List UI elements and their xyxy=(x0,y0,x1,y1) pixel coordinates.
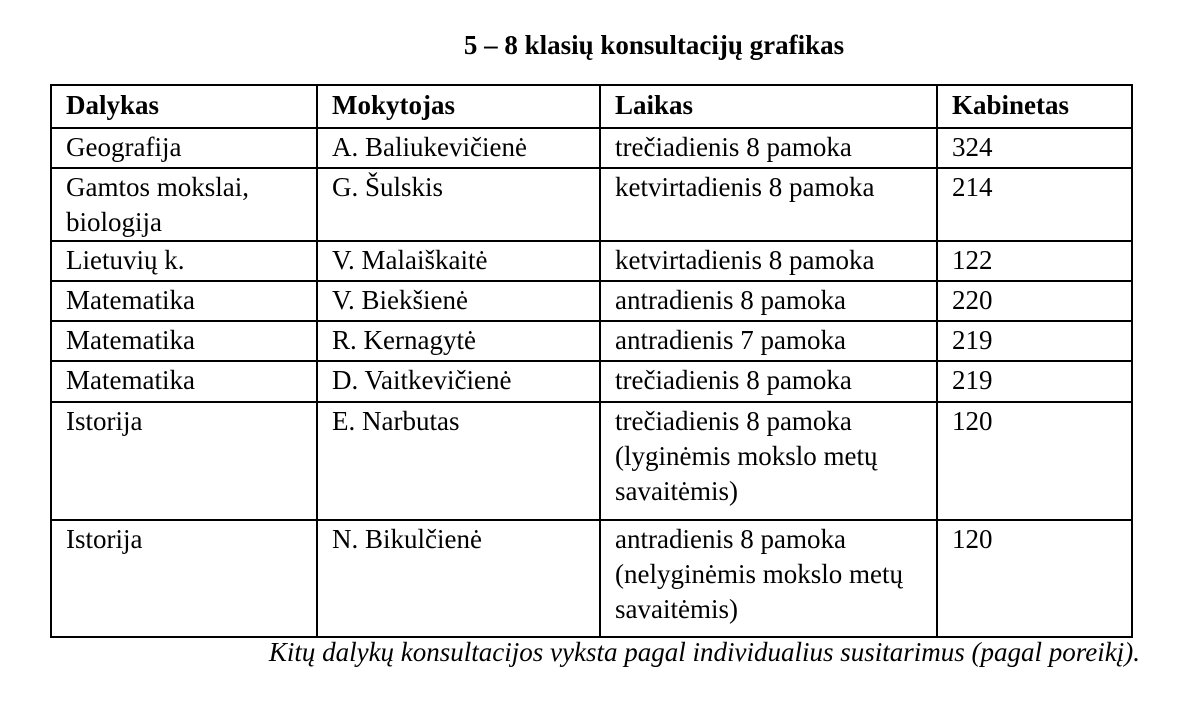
table-row xyxy=(51,168,1132,241)
column-header-time: Laikas xyxy=(600,85,937,128)
cell-teacher: V. Biekšienė xyxy=(317,281,600,321)
cell-room: 220 xyxy=(937,281,1132,321)
cell-time: trečiadienis 8 pamoka (lyginėmis mokslo metų savaitėmis) xyxy=(600,402,937,520)
cell-subject: Matematika xyxy=(51,281,317,321)
cell-subject: Istorija xyxy=(51,520,317,637)
cell-teacher: N. Bikulčienė xyxy=(317,520,600,637)
cell-teacher: E. Narbutas xyxy=(317,402,600,520)
table-row xyxy=(51,241,1132,281)
cell-time: antradienis 7 pamoka xyxy=(600,321,937,361)
footnote: Kitų dalykų konsultacijos vyksta pagal individualius susitarimus (pagal poreikį). xyxy=(268,637,1140,667)
cell-room: 120 xyxy=(937,520,1132,637)
column-header-room: Kabinetas xyxy=(937,85,1132,128)
cell-teacher: R. Kernagytė xyxy=(317,321,600,361)
cell-teacher: A. Baliukevičienė xyxy=(317,128,600,168)
cell-room: 219 xyxy=(937,361,1132,402)
table-row xyxy=(51,321,1132,361)
cell-room: 324 xyxy=(937,128,1132,168)
cell-subject: Geografija xyxy=(51,128,317,168)
table-row xyxy=(51,128,1132,168)
table-row xyxy=(51,281,1132,321)
table-row xyxy=(51,402,1132,520)
cell-room: 219 xyxy=(937,321,1132,361)
cell-teacher: V. Malaiškaitė xyxy=(317,241,600,281)
consultation-schedule-table xyxy=(50,84,1133,638)
cell-subject: Matematika xyxy=(51,321,317,361)
table-row xyxy=(51,361,1132,402)
cell-room: 214 xyxy=(937,168,1132,241)
column-header-teacher: Mokytojas xyxy=(317,85,600,128)
cell-time: antradienis 8 pamoka (nelyginėmis mokslo metų savaitėmis) xyxy=(600,520,937,637)
cell-teacher: G. Šulskis xyxy=(317,168,600,241)
cell-subject: Matematika xyxy=(51,361,317,402)
cell-time: ketvirtadienis 8 pamoka xyxy=(600,241,937,281)
cell-room: 120 xyxy=(937,402,1132,520)
page-title: 5 – 8 klasių konsultacijų grafikas xyxy=(463,30,845,60)
column-header-subject: Dalykas xyxy=(51,85,317,128)
cell-time: trečiadienis 8 pamoka xyxy=(600,128,937,168)
cell-time: trečiadienis 8 pamoka xyxy=(600,361,937,402)
cell-time: ketvirtadienis 8 pamoka xyxy=(600,168,937,241)
table-header-row xyxy=(51,85,1132,128)
cell-room: 122 xyxy=(937,241,1132,281)
cell-subject: Istorija xyxy=(51,402,317,520)
table-row xyxy=(51,520,1132,637)
cell-subject: Gamtos mokslai, biologija xyxy=(51,168,317,241)
cell-subject: Lietuvių k. xyxy=(51,241,317,281)
cell-teacher: D. Vaitkevičienė xyxy=(317,361,600,402)
cell-time: antradienis 8 pamoka xyxy=(600,281,937,321)
